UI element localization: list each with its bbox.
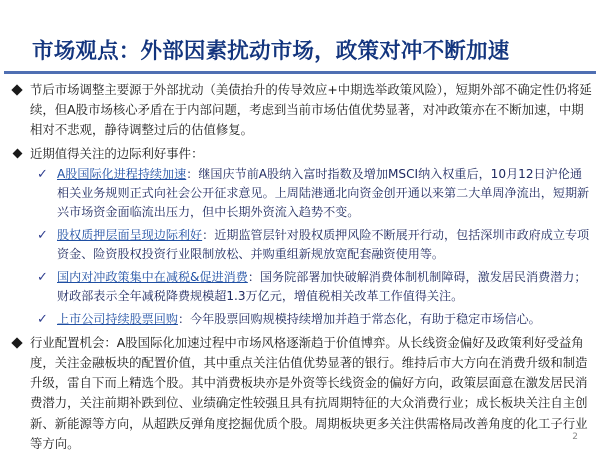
title-divider: [4, 71, 596, 74]
intro-text: 节后市场调整主要源于外部扰动（美债抬升的传导效应+中期选举政策风险），短期外部不确定性仍将延续，但A股市场核心矛盾在于内部问题，考虑到当前市场估值优势显著，对冲政策亦在不断加速，中期相对不悲观，静待调整过后的估值修复。: [30, 82, 592, 138]
event-text: ：继国庆节前A股纳入富时指数及增加MSCI纳入权重后，10月12日沪伦通相关业务规则正式向社会公开征求意见。上周陆港通北向资金创开通以来第二大单周净流出，短期新兴市场资金面临流出压力，但中长期外资流入趋势不变。: [57, 166, 590, 219]
event-item: [10, 310, 592, 329]
event-label: 股权质押层面呈现边际利好: [57, 227, 203, 242]
event-text: ：国务院部署加快破解消费体制机制障碍，激发居民消费潜力；财政部表示全年减税降费规模超1.3万亿元，增值税相关改革工作值得关注。: [57, 269, 587, 303]
check-icon: ✓: [37, 311, 48, 327]
allocation-paragraph: [10, 333, 592, 454]
diamond-bullet-icon: [11, 337, 22, 348]
content-area: [10, 80, 592, 454]
events-heading-text: 近期值得关注的边际利好事件：: [30, 145, 204, 161]
check-icon: ✓: [37, 227, 48, 243]
event-item: [10, 268, 592, 306]
diamond-bullet-icon: [13, 148, 23, 158]
allocation-text: 行业配置机会：A股国际化加速过程中市场风格逐渐趋于价值博弈。从长线资金偏好及政策利好受益角度，关注金融板块的配置价值，其中重点关注估值优势显著的银行。维持后市大方向在消费升级和制造升级，雷自下而上精选个股。其中消费板块亦是外资等长线资金的偏好方向，政策层面意在激发居民消费潜力，关注前期补跌到位、业绩确定性较强且具有抗周期特征的大众消费行业；成长板块关注自主创新、新能源等方向，从超跌反弹角度挖掘优质个股。周期板块更多关注供需格局改善角度的化工子行业等方向。: [30, 334, 588, 451]
event-item: [10, 165, 592, 222]
event-label: 国内对冲政策集中在减税&促进消费: [57, 269, 248, 284]
events-heading: [10, 144, 592, 164]
page-number: 2: [572, 432, 578, 442]
event-item: [10, 226, 592, 264]
diamond-bullet-icon: [11, 84, 22, 95]
page-title: 市场观点：外部因素扰动市场，政策对冲不断加速: [32, 39, 510, 64]
intro-paragraph: [10, 80, 592, 141]
event-text: ：近期监管层针对股权质押风险不断展开行动，包括深圳市政府成立专项资金、险资股权投资行业限制放松、并购重组新规放宽配套融资使用等。: [57, 227, 590, 261]
check-icon: ✓: [37, 166, 48, 182]
event-text: ：今年股票回购规模持续增加并趋于常态化，有助于稳定市场信心。: [177, 311, 541, 326]
event-label: 上市公司持续股票回购: [57, 311, 178, 326]
event-label: A股国际化进程持续加速: [57, 166, 187, 181]
check-icon: ✓: [37, 269, 48, 285]
